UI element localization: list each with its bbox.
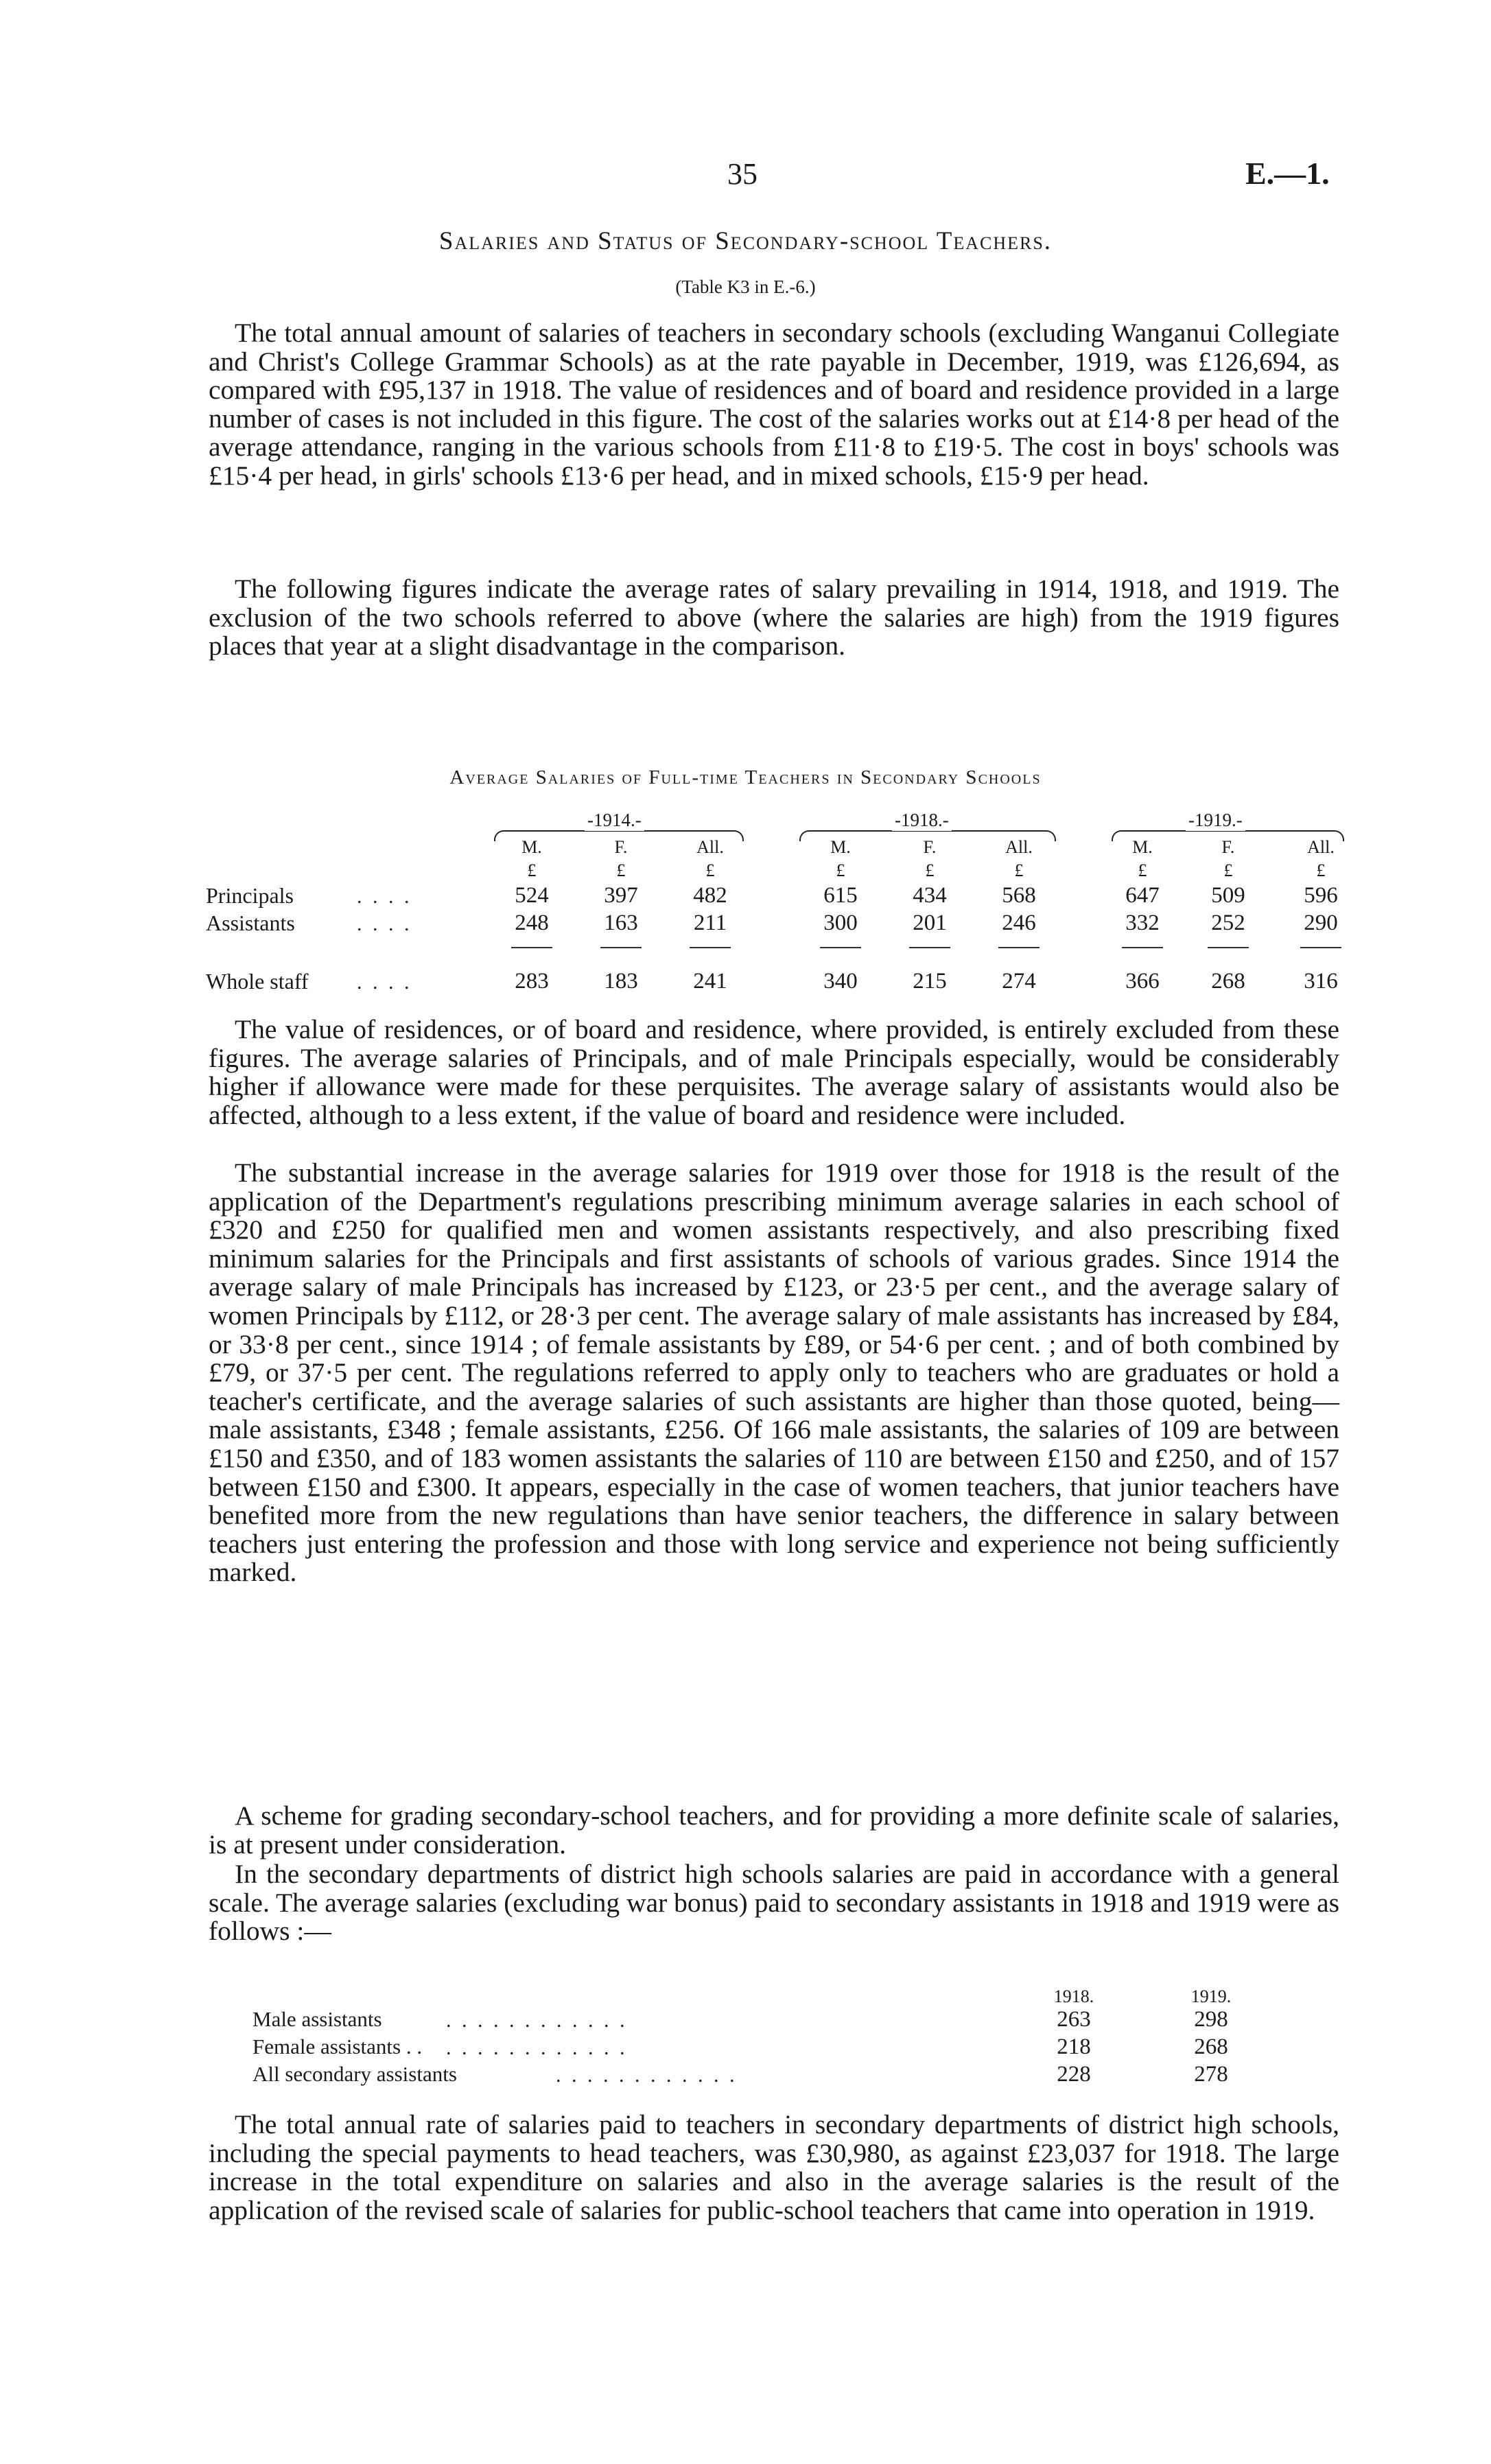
column-header: F. xyxy=(614,837,628,857)
table-cell: 366 xyxy=(1125,969,1160,994)
table-cell: 241 xyxy=(693,969,727,994)
leader-dots: . . . . . . . . . . . . xyxy=(556,2064,738,2087)
unit-label: £ xyxy=(836,860,845,880)
table-cell: 482 xyxy=(693,883,727,908)
table-cell: 211 xyxy=(693,911,727,935)
column-header: M. xyxy=(521,837,542,857)
table-cell: 568 xyxy=(1002,883,1036,908)
table-cell: 647 xyxy=(1125,883,1160,908)
page-number: 35 xyxy=(727,157,758,191)
year-header: -1914.- xyxy=(585,810,644,831)
column-header: F. xyxy=(923,837,937,857)
unit-label: £ xyxy=(705,860,715,880)
sum-rule xyxy=(820,947,861,948)
page-code: E.—1. xyxy=(1245,156,1330,191)
sum-rule xyxy=(1208,947,1249,948)
table-cell: 278 xyxy=(1194,2062,1228,2087)
column-header: F. xyxy=(1221,837,1235,857)
paragraph: The following figures indicate the average rates of salary prevailing in 1914, 1918, and 1919. The exclusion of the two schools referred to above (where the salaries are high) from the 1919 figures places that year at a slight disadvantage in the comparison. xyxy=(209,574,1339,661)
table-cell: 163 xyxy=(604,911,638,935)
table-cell: 248 xyxy=(515,911,549,935)
table-cell: 596 xyxy=(1304,883,1338,908)
table-cell: 183 xyxy=(604,969,638,994)
unit-label: £ xyxy=(616,860,626,880)
column-header: M. xyxy=(830,837,851,857)
column-header: 1918. xyxy=(1053,1986,1094,2006)
table-cell: 434 xyxy=(913,883,947,908)
paragraph: The total annual amount of salaries of teachers in secondary schools (excluding Wanganui Collegiate and Christ's College Grammar Schools) as at the rate payable in December, 1919, was £126,694, as compared with £95,137 in 1918. The value of residences and of board and residence provided in a large number of cases is not included in this figure. The cost of the salaries works out at £14·8 per head of the average attendance, ranging in the various schools from £11·8 to £19·5. The cost in boys' schools was £15·4 per head, in girls' schools £13·6 per head, and in mixed schools, £15·9 per head. xyxy=(209,318,1339,491)
table-cell: 252 xyxy=(1211,911,1245,935)
sum-rule xyxy=(909,947,950,948)
table-cell: 332 xyxy=(1125,911,1160,935)
paragraph: The total annual rate of salaries paid to teachers in secondary departments of district high schools, including the special payments to head teachers, was £30,980, as against £23,037 for 1918. The large increase in the total expenditure on salaries and also in the average salaries is the result of the application of the revised scale of salaries for public-school teachers that came into operation in 1919. xyxy=(209,2109,1339,2225)
sum-rule xyxy=(1122,947,1163,948)
table-cell: 615 xyxy=(823,883,858,908)
paragraph: The substantial increase in the average salaries for 1919 over those for 1918 is the result of the application of the Department's regulations prescribing minimum average salaries in each school of £320 and £250 for qualified men and women assistants respectively, and also prescribing fixed minimum salaries for the Principals and first assistants of schools of various grades. Since 1914 the average salary of male Principals has increased by £123, or 23·5 per cent., and the average salary of women Principals by £112, or 28·3 per cent. The average salary of male assistants has increased by £84, or 33·8 per cent., since 1914 ; of female assistants by £89, or 54·6 per cent. ; and of both combined by £79, or 37·5 per cent. The regulations referred to apply only to teachers who are graduates or hold a teacher's certificate, and the average salaries of such assistants are higher than those quoted, being—male assistants, £348 ; female assistants, £256. Of 166 male assistants, the salaries of 109 are between £150 and £350, and of 183 women assistants the salaries of 110 are between £150 and £250, and of 157 between £150 and £300. It appears, especially in the case of women teachers, that junior teachers have benefited more from the new regulations than have senior teachers, the difference in salary between teachers just entering the profession and those with long service and experience not being sufficiently marked. xyxy=(209,1158,1339,1588)
table-cell: 283 xyxy=(515,969,549,994)
table-cell: 300 xyxy=(823,911,858,935)
unit-label: £ xyxy=(527,860,537,880)
column-header: All. xyxy=(1005,837,1033,857)
sum-rule xyxy=(511,947,552,948)
table-cell: 298 xyxy=(1194,2007,1228,2032)
paragraph: A scheme for grading secondary-school teachers, and for providing a more definite scale of salaries, is at present under consideration. xyxy=(209,1800,1339,1859)
sum-rule xyxy=(690,947,731,948)
table-cell: 246 xyxy=(1002,911,1036,935)
row-label: All secondary assistants xyxy=(253,2062,457,2086)
table-reference: (Table K3 in E.-6.) xyxy=(675,277,816,297)
table-cell: 268 xyxy=(1194,2034,1228,2059)
sum-rule xyxy=(600,947,642,948)
table-title: Average Salaries of Full-time Teachers in Secondary Schools xyxy=(449,766,1042,788)
sum-rule xyxy=(1300,947,1341,948)
leader-dots: . . . . . . . . . . . . xyxy=(446,2037,628,2059)
column-header: All. xyxy=(1307,837,1335,857)
table-cell: 274 xyxy=(1002,969,1036,994)
table-cell: 524 xyxy=(515,883,549,908)
section-heading: Salaries and Status of Secondary-school Teachers. xyxy=(438,227,1053,255)
unit-label: £ xyxy=(1316,860,1326,880)
row-label xyxy=(206,969,309,994)
table-cell: 340 xyxy=(823,969,858,994)
row-label: Female assistants . . xyxy=(253,2034,423,2058)
table-cell: 316 xyxy=(1304,969,1338,994)
unit-label: £ xyxy=(1223,860,1233,880)
table-cell: 290 xyxy=(1304,911,1338,935)
table-cell: 268 xyxy=(1211,969,1245,994)
unit-label: £ xyxy=(925,860,935,880)
column-header: All. xyxy=(696,837,724,857)
row-label: Assistants xyxy=(206,911,295,935)
row-label-text: Whole staff xyxy=(206,969,309,994)
table-cell: 218 xyxy=(1057,2034,1091,2059)
column-header: M. xyxy=(1132,837,1153,857)
row-label: Male assistants xyxy=(253,2007,382,2031)
unit-label: £ xyxy=(1014,860,1024,880)
paragraph: The value of residences, or of board and residence, where provided, is entirely excluded from these figures. The average salaries of Principals, and of male Principals especially, would be considerably higher if allowance were made for these perquisites. The average salary of assistants would also be affected, although to a less extent, if the value of board and residence were included. xyxy=(209,1014,1339,1130)
column-header: 1919. xyxy=(1190,1986,1232,2006)
unit-label: £ xyxy=(1138,860,1147,880)
table-cell: 201 xyxy=(913,911,947,935)
sum-rule xyxy=(998,947,1040,948)
table-cell: 228 xyxy=(1057,2062,1091,2087)
leader-dots: . . . . . . . . . . . . xyxy=(446,2009,628,2032)
row-label: Principals xyxy=(206,883,294,908)
year-header: -1918.- xyxy=(892,810,952,831)
leader-dots: . . . . xyxy=(357,971,412,994)
table-cell: 397 xyxy=(604,883,638,908)
year-header: -1919.- xyxy=(1186,810,1245,831)
table-cell: 263 xyxy=(1057,2007,1091,2032)
table-cell: 509 xyxy=(1211,883,1245,908)
leader-dots: . . . . xyxy=(357,885,412,908)
table-cell: 215 xyxy=(913,969,947,994)
paragraph: In the secondary departments of district high schools salaries are paid in accordance with a general scale. The average salaries (excluding war bonus) paid to secondary assistants in 1918 and 1919 were as follows :— xyxy=(209,1859,1339,1947)
leader-dots: . . . . xyxy=(357,913,412,935)
